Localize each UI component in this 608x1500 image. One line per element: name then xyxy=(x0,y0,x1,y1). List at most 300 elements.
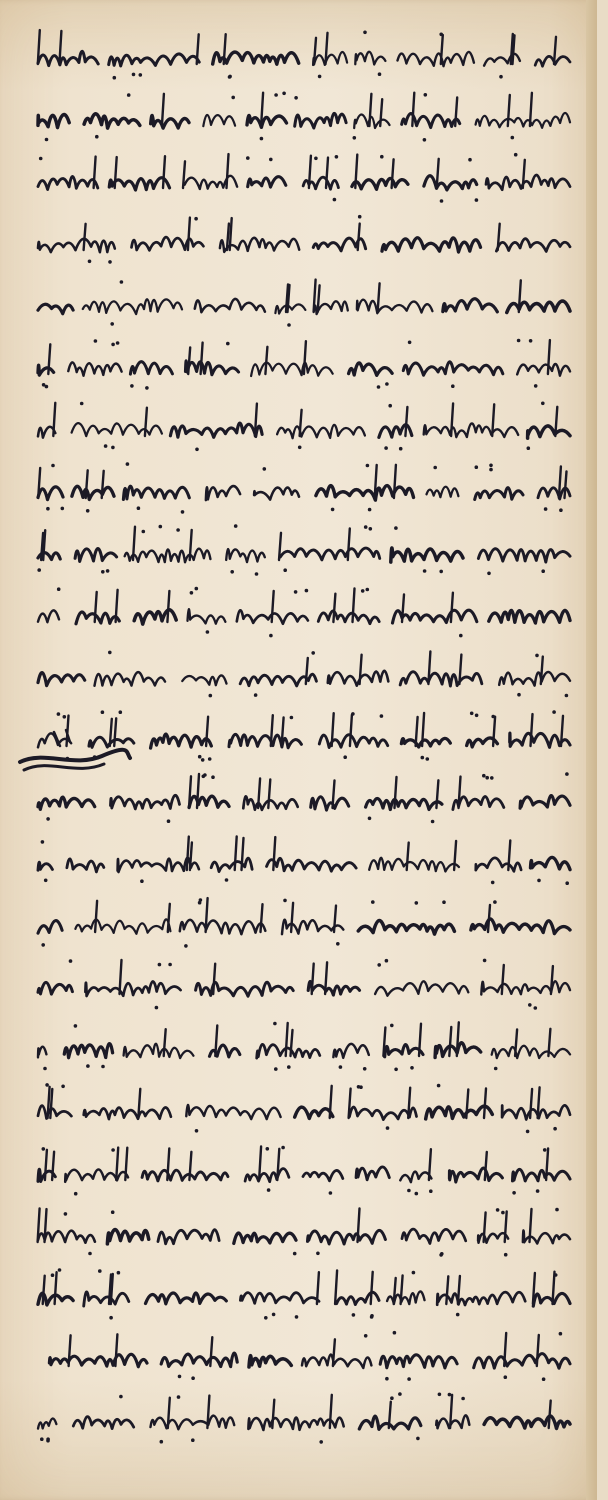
diacritic-dot xyxy=(273,1022,277,1026)
handwritten-word xyxy=(38,365,54,375)
diacritic-dot xyxy=(181,510,185,514)
handwritten-word xyxy=(210,1045,240,1057)
diacritic-dot xyxy=(274,1067,278,1071)
diacritic-dot xyxy=(394,1068,398,1072)
handwritten-word xyxy=(196,982,294,996)
diacritic-dot xyxy=(314,157,318,161)
diacritic-dot xyxy=(529,339,533,343)
handwritten-line xyxy=(22,582,582,644)
diacritic-dot xyxy=(110,322,114,326)
handwritten-stroke xyxy=(451,593,453,622)
handwritten-stroke xyxy=(164,1029,166,1056)
handwritten-word xyxy=(308,981,359,995)
diacritic-dot xyxy=(440,1252,444,1256)
handwritten-word xyxy=(337,1292,379,1304)
handwritten-word xyxy=(151,1416,235,1430)
handwritten-word xyxy=(484,1416,570,1428)
handwritten-word xyxy=(72,423,162,436)
diacritic-dot xyxy=(393,1331,397,1335)
handwritten-word xyxy=(484,54,520,66)
diacritic-dot xyxy=(364,1334,368,1338)
handwritten-word xyxy=(436,1415,469,1428)
handwritten-word xyxy=(245,1169,289,1182)
diacritic-dot xyxy=(57,587,61,591)
diacritic-dot xyxy=(267,1188,271,1192)
diacritic-dot xyxy=(517,693,521,697)
diacritic-dot xyxy=(394,526,398,530)
diacritic-dot xyxy=(526,1130,530,1134)
diacritic-dot xyxy=(177,1395,181,1399)
diacritic-dot xyxy=(264,1316,268,1320)
diacritic-dot xyxy=(534,384,538,388)
diacritic-dot xyxy=(281,1146,285,1150)
diacritic-dot xyxy=(451,384,455,388)
handwritten-line xyxy=(22,954,582,1016)
diacritic-dot xyxy=(231,96,235,100)
diacritic-dot xyxy=(111,343,115,347)
diacritic-dot xyxy=(318,75,322,79)
diacritic-dot xyxy=(475,714,479,718)
handwritten-word xyxy=(380,1355,457,1368)
diacritic-dot xyxy=(230,570,234,574)
handwritten-word xyxy=(151,734,212,748)
diacritic-dot xyxy=(101,570,105,574)
diacritic-dot xyxy=(535,654,539,658)
diacritic-dot xyxy=(104,444,108,448)
diacritic-dot xyxy=(294,590,298,594)
handwritten-line xyxy=(22,1016,582,1078)
handwritten-word xyxy=(318,611,379,624)
diacritic-dot xyxy=(494,1067,498,1071)
diacritic-dot xyxy=(544,507,548,511)
diacritic-dot xyxy=(269,158,273,162)
handwritten-stroke xyxy=(488,905,490,932)
diacritic-dot xyxy=(282,92,286,96)
handwritten-word xyxy=(49,1354,147,1366)
handwritten-line xyxy=(22,24,582,86)
handwritten-stroke xyxy=(235,837,237,871)
diacritic-dot xyxy=(388,404,392,408)
diacritic-dot xyxy=(198,901,202,905)
diacritic-dot xyxy=(433,466,437,470)
diacritic-dot xyxy=(363,31,367,35)
diacritic-dot xyxy=(127,93,131,97)
diacritic-dot xyxy=(44,879,48,883)
handwritten-stroke xyxy=(50,1089,52,1118)
handwritten-word xyxy=(400,1172,431,1182)
diacritic-dot xyxy=(184,944,188,948)
diacritic-dot xyxy=(61,507,65,511)
diacritic-dot xyxy=(398,1392,402,1396)
diacritic-dot xyxy=(442,900,446,904)
diacritic-dot xyxy=(399,447,403,451)
diacritic-dot xyxy=(555,1208,559,1212)
handwritten-word xyxy=(257,1044,320,1058)
handwritten-stroke xyxy=(116,1148,118,1180)
diacritic-dot xyxy=(439,33,443,37)
handwritten-word xyxy=(38,797,95,809)
diacritic-dot xyxy=(358,215,362,219)
diacritic-dot xyxy=(305,589,309,593)
handwritten-word xyxy=(481,981,570,994)
handwritten-stroke xyxy=(449,1027,451,1056)
handwritten-word xyxy=(123,486,189,499)
diacritic-dot xyxy=(266,1147,270,1151)
handwritten-word xyxy=(424,423,519,437)
handwritten-stroke xyxy=(227,154,229,188)
handwritten-word xyxy=(295,113,346,128)
diacritic-dot xyxy=(119,710,123,714)
handwritten-word xyxy=(72,486,114,499)
diacritic-dot xyxy=(559,1332,563,1336)
diacritic-dot xyxy=(42,1147,46,1151)
diacritic-dot xyxy=(377,385,381,389)
handwritten-stroke xyxy=(210,1337,212,1366)
diacritic-dot xyxy=(160,1440,164,1444)
diacritic-dot xyxy=(527,446,531,450)
diacritic-dot xyxy=(119,1395,123,1399)
diacritic-dot xyxy=(290,716,294,720)
handwritten-word xyxy=(475,488,523,500)
handwritten-word xyxy=(107,1230,148,1244)
diacritic-dot xyxy=(491,881,495,885)
handwritten-word xyxy=(151,115,189,128)
diacritic-dot xyxy=(489,464,493,468)
diacritic-dot xyxy=(206,630,210,634)
handwritten-line xyxy=(22,148,582,210)
diacritic-dot xyxy=(536,1189,540,1193)
handwritten-stroke xyxy=(115,157,117,188)
handwritten-word xyxy=(38,1106,71,1119)
handwritten-stroke xyxy=(261,904,263,932)
handwritten-stroke xyxy=(95,901,97,932)
handwritten-stroke xyxy=(335,1270,337,1304)
handwritten-word xyxy=(68,362,121,375)
handwritten-stroke xyxy=(369,94,371,126)
handwritten-word xyxy=(38,239,115,252)
handwritten-stroke xyxy=(508,95,510,126)
handwritten-word xyxy=(186,1105,280,1119)
handwritten-stroke xyxy=(455,98,457,127)
handwritten-word xyxy=(251,363,333,376)
handwritten-word xyxy=(254,488,299,500)
diacritic-dot xyxy=(504,1375,508,1379)
diacritic-dot xyxy=(364,525,368,529)
handwritten-word xyxy=(158,1230,219,1244)
handwritten-stroke xyxy=(530,1089,532,1118)
diacritic-dot xyxy=(415,1192,419,1196)
handwritten-word xyxy=(189,796,229,807)
handwritten-word xyxy=(38,1047,46,1058)
diacritic-dot xyxy=(269,634,273,638)
handwritten-word xyxy=(401,738,450,747)
diacritic-dot xyxy=(448,1393,452,1397)
handwritten-word xyxy=(349,363,393,375)
diacritic-dot xyxy=(490,776,494,780)
diacritic-dot xyxy=(336,942,340,946)
handwritten-word xyxy=(243,796,297,810)
diacritic-dot xyxy=(274,93,278,97)
diacritic-dot xyxy=(209,694,213,698)
handwritten-word xyxy=(125,549,211,563)
diacritic-dot xyxy=(499,75,503,79)
handwritten-word xyxy=(316,486,414,501)
diacritic-dot xyxy=(423,569,427,573)
diacritic-dot xyxy=(283,899,287,903)
handwritten-word xyxy=(267,858,357,871)
handwritten-line xyxy=(22,1202,582,1264)
diacritic-dot xyxy=(168,963,172,967)
diacritic-dot xyxy=(552,710,556,714)
handwritten-word xyxy=(375,981,468,995)
diacritic-dot xyxy=(255,572,259,576)
diacritic-dot xyxy=(137,506,141,510)
handwritten-word xyxy=(186,361,239,375)
diacritic-dot xyxy=(352,1313,356,1317)
handwritten-word xyxy=(84,1292,129,1306)
diacritic-dot xyxy=(108,651,112,655)
handwritten-word xyxy=(478,549,570,562)
handwritten-stroke xyxy=(484,1089,486,1119)
diacritic-dot xyxy=(116,341,120,345)
diacritic-dot xyxy=(426,757,430,761)
diacritic-dot xyxy=(194,217,198,221)
handwritten-stroke xyxy=(272,591,274,622)
handwritten-word xyxy=(535,56,570,66)
diacritic-dot xyxy=(380,155,384,159)
diacritic-dot xyxy=(46,1437,50,1441)
handwritten-word xyxy=(85,981,180,996)
handwritten-word xyxy=(64,1044,112,1058)
handwritten-word xyxy=(134,610,176,624)
handwritten-stroke xyxy=(416,717,418,746)
diacritic-dot xyxy=(316,1252,320,1256)
handwritten-word xyxy=(38,304,73,313)
handwritten-word xyxy=(352,178,408,189)
diacritic-dot xyxy=(126,462,130,466)
handwritten-word xyxy=(303,1170,343,1180)
diacritic-dot xyxy=(41,943,45,947)
handwritten-word xyxy=(474,1354,570,1369)
handwritten-word xyxy=(311,797,349,810)
handwritten-word xyxy=(393,610,477,623)
handwritten-line xyxy=(22,1326,582,1388)
handwritten-word xyxy=(247,116,287,128)
diacritic-dot xyxy=(565,881,569,885)
diacritic-dot xyxy=(410,1066,414,1070)
handwritten-word xyxy=(398,52,474,66)
handwritten-stroke xyxy=(188,347,190,374)
handwritten-word xyxy=(38,1231,95,1243)
diacritic-dot xyxy=(94,339,98,343)
diacritic-dot xyxy=(366,588,370,592)
handwritten-word xyxy=(280,548,379,560)
diacritic-dot xyxy=(487,572,491,576)
diacritic-dot xyxy=(501,1211,505,1215)
handwritten-word xyxy=(142,1170,228,1181)
diacritic-dot xyxy=(225,878,229,882)
handwritten-word xyxy=(73,1417,133,1429)
diacritic-dot xyxy=(386,1126,390,1130)
diacritic-dot xyxy=(51,464,55,468)
diacritic-dot xyxy=(485,776,489,780)
handwritten-stroke xyxy=(348,529,350,561)
handwritten-word xyxy=(328,671,389,686)
handwritten-stroke xyxy=(334,906,336,932)
handwritten-line xyxy=(22,1264,582,1326)
handwritten-word xyxy=(402,114,460,128)
handwritten-stroke xyxy=(187,837,189,870)
handwritten-word xyxy=(513,1169,571,1181)
diacritic-dot xyxy=(565,772,569,776)
handwritten-word xyxy=(403,362,503,375)
diacritic-dot xyxy=(45,385,49,389)
diacritic-dot xyxy=(51,1273,55,1277)
diacritic-dot xyxy=(295,1315,299,1319)
diacritic-dot xyxy=(357,1085,361,1089)
diacritic-dot xyxy=(41,840,45,844)
handwritten-word xyxy=(453,797,504,810)
diacritic-dot xyxy=(228,75,232,79)
handwritten-word xyxy=(333,1044,368,1058)
handwritten-line xyxy=(22,86,582,148)
handwritten-word xyxy=(275,304,305,313)
diacritic-dot xyxy=(113,76,117,80)
diacritic-dot xyxy=(283,568,287,572)
handwritten-word xyxy=(206,486,240,500)
diacritic-dot xyxy=(368,508,372,512)
diacritic-dot xyxy=(293,1252,297,1256)
diacritic-dot xyxy=(272,1313,276,1317)
diacritic-dot xyxy=(211,775,215,779)
diacritic-dot xyxy=(377,963,381,967)
handwritten-word xyxy=(75,549,117,562)
handwritten-stroke xyxy=(407,843,409,870)
diacritic-dot xyxy=(541,569,545,573)
diacritic-dot xyxy=(111,1148,115,1152)
handwritten-word xyxy=(220,238,299,252)
handwritten-word xyxy=(295,1107,333,1118)
handwritten-word xyxy=(229,734,301,747)
diacritic-dot xyxy=(191,1438,195,1442)
handwritten-line xyxy=(22,1140,582,1202)
diacritic-dot xyxy=(437,1084,441,1088)
diacritic-dot xyxy=(537,879,541,883)
diacritic-dot xyxy=(385,959,389,963)
handwritten-stroke xyxy=(549,1401,551,1428)
diacritic-dot xyxy=(482,774,486,778)
handwritten-word xyxy=(528,426,570,438)
handwritten-word xyxy=(240,1293,319,1304)
diacritic-dot xyxy=(408,341,412,345)
diacritic-dot xyxy=(468,158,472,162)
handwritten-stroke xyxy=(291,903,293,932)
diacritic-dot xyxy=(514,153,518,157)
diacritic-dot xyxy=(294,96,298,100)
handwritten-stroke xyxy=(268,779,270,808)
handwritten-stroke xyxy=(466,1090,468,1119)
handwritten-word xyxy=(146,1293,227,1304)
diacritic-dot xyxy=(45,138,49,142)
handwritten-word xyxy=(67,859,104,872)
handwritten-stroke xyxy=(436,780,438,808)
diacritic-dot xyxy=(511,136,515,140)
handwritten-word xyxy=(277,425,365,438)
handwritten-word xyxy=(382,238,481,252)
diacritic-dot xyxy=(333,198,337,202)
diacritic-dot xyxy=(88,260,92,264)
diacritic-dot xyxy=(246,156,250,160)
diacritic-dot xyxy=(46,817,50,821)
diacritic-dot xyxy=(86,509,90,513)
handwritten-word xyxy=(319,735,387,748)
handwritten-word xyxy=(354,115,389,129)
diacritic-dot xyxy=(351,712,355,716)
handwritten-line xyxy=(22,1078,582,1140)
handwritten-word xyxy=(356,1167,389,1180)
handwritten-stroke xyxy=(451,403,453,436)
diacritic-dot xyxy=(491,715,495,719)
handwritten-stroke xyxy=(380,99,382,126)
handwritten-line xyxy=(22,1388,582,1450)
handwritten-word xyxy=(517,364,570,376)
diacritic-dot xyxy=(195,1129,199,1133)
handwritten-word xyxy=(486,175,570,190)
diacritic-dot xyxy=(407,1189,411,1193)
handwritten-word xyxy=(203,115,235,126)
handwritten-stroke xyxy=(163,156,165,188)
diacritic-dot xyxy=(130,384,134,388)
handwritten-word xyxy=(75,919,170,933)
diacritic-dot xyxy=(208,757,212,761)
handwritten-line xyxy=(22,892,582,954)
handwritten-word xyxy=(95,672,166,686)
diacritic-dot xyxy=(101,1065,105,1069)
handwritten-word xyxy=(170,423,262,437)
handwritten-stroke xyxy=(188,218,190,250)
handwritten-word xyxy=(226,549,265,562)
diacritic-dot xyxy=(343,755,347,759)
handwritten-word xyxy=(84,1107,171,1119)
handwritten-word xyxy=(124,1044,194,1058)
diacritic-dot xyxy=(101,710,105,714)
handwritten-word xyxy=(84,114,140,128)
handwritten-word xyxy=(180,920,265,934)
diacritic-dot xyxy=(378,72,382,76)
handwritten-word xyxy=(492,1046,570,1058)
strike-through-correction xyxy=(14,722,134,782)
handwritten-word xyxy=(358,921,454,935)
handwritten-stroke xyxy=(565,471,567,498)
handwritten-word xyxy=(357,300,433,313)
diacritic-dot xyxy=(542,1377,546,1381)
diacritic-dot xyxy=(311,651,315,655)
handwritten-word xyxy=(109,54,200,66)
handwritten-word xyxy=(248,177,286,187)
handwritten-word xyxy=(132,237,204,250)
handwritten-stroke xyxy=(272,1400,274,1428)
diacritic-dot xyxy=(69,959,73,963)
handwritten-word xyxy=(489,610,570,623)
diacritic-dot xyxy=(80,402,84,406)
handwritten-line xyxy=(22,272,582,334)
handwritten-word xyxy=(38,862,52,870)
handwritten-word xyxy=(161,1353,237,1366)
diacritic-dot xyxy=(86,1064,90,1068)
diacritic-dot xyxy=(429,1189,433,1193)
diacritic-dot xyxy=(203,773,207,777)
diacritic-dot xyxy=(140,879,144,883)
